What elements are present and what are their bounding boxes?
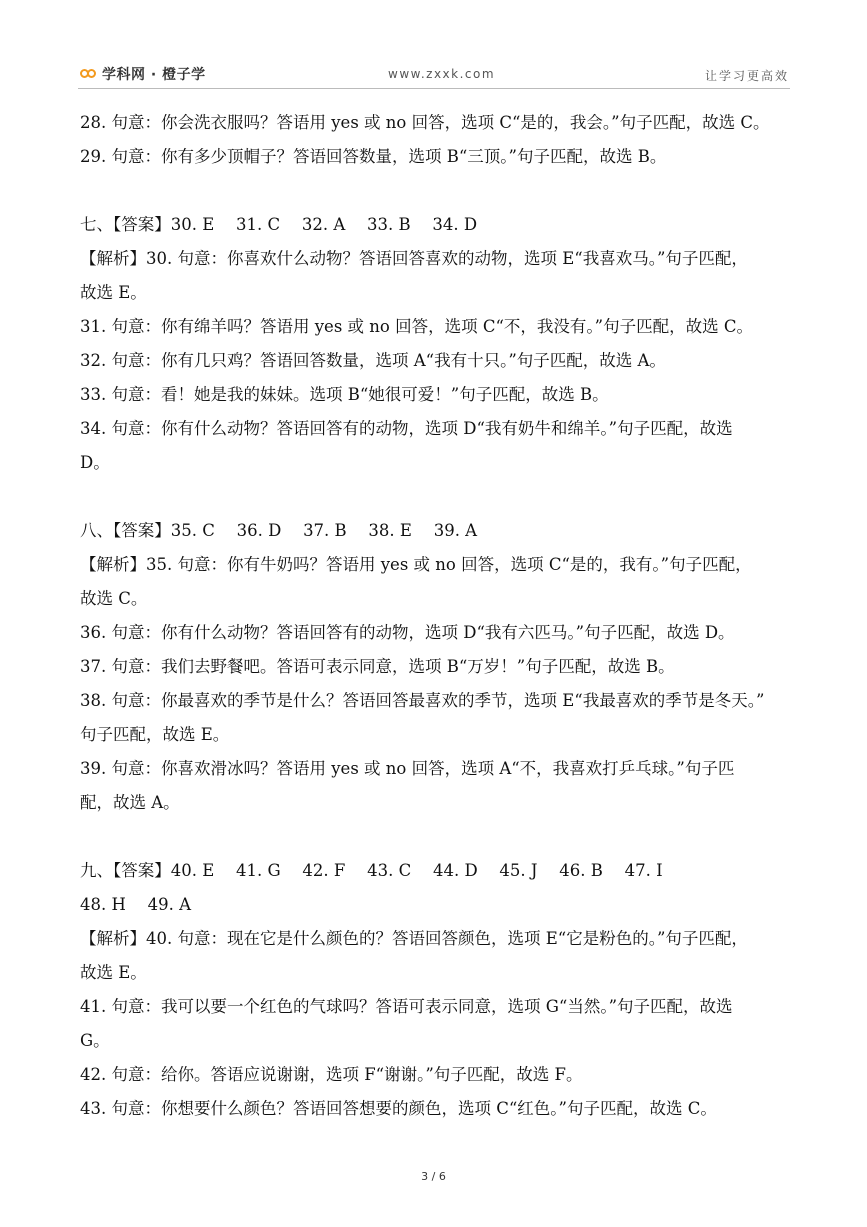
text-line: 42. 句意：给你。答语应说谢谢，选项 F“谢谢。”句子匹配，故选 F。 [80,1065,583,1084]
text-line: D。 [80,453,110,472]
site-slogan: 让学习更高效 [704,69,789,83]
text-line: 37. 句意：我们去野餐吧。答语可表示同意，选项 B“万岁！”句子匹配，故选 B。 [80,657,675,676]
answer-explanation-body [80,106,792,1126]
text-line: 七、【答案】30. E 31. C 32. A 33. B 34. D [80,215,478,234]
text-line: 29. 句意：你有多少顶帽子？答语回答数量，选项 B“三顶。”句子匹配，故选 B。 [80,147,667,166]
text-line: 48. H 49. A [80,895,192,914]
site-url: www.zxxk.com [388,67,496,81]
text-line: 九、【答案】40. E 41. G 42. F 43. C 44. D 45. J 46. B 47. I [80,861,663,880]
text-line: 41. 句意：我可以要一个红色的气球吗？答语可表示同意，选项 G“当然。”句子匹配，故选 [80,997,733,1016]
blank-line [80,820,792,854]
logo-icon [80,67,98,81]
text-line: 38. 句意：你最喜欢的季节是什么？答语回答最喜欢的季节，选项 E“我最喜欢的季节是冬天。” [80,691,765,710]
text-line: 故选 E。 [80,283,147,302]
text-line: 33. 句意：看！她是我的妹妹。选项 B“她很可爱！”句子匹配，故选 B。 [80,385,609,404]
text-line: 句子匹配，故选 E。 [80,725,230,744]
blank-line [80,174,792,208]
text-line: G。 [80,1031,110,1050]
text-line: 故选 C。 [80,589,148,608]
page-number: 3 / 6 [421,1170,446,1183]
logo-text: 学科网 · 橙子学 [102,67,206,83]
text-line: 八、【答案】35. C 36. D 37. B 38. E 39. A [80,521,478,540]
text-line: 34. 句意：你有什么动物？答语回答有的动物，选项 D“我有奶牛和绵羊。”句子匹配，故选 [80,419,733,438]
text-line: 31. 句意：你有绵羊吗？答语用 yes 或 no 回答，选项 C“不，我没有。”句子匹配，故选 C。 [80,317,753,336]
text-line: 【解析】30. 句意：你喜欢什么动物？答语回答喜欢的动物，选项 E“我喜欢马。”句子匹配， [80,249,748,268]
text-line: 【解析】40. 句意：现在它是什么颜色的？答语回答颜色，选项 E“它是粉色的。”句子匹配， [80,929,748,948]
text-line: 故选 E。 [80,963,147,982]
header-divider [78,88,790,89]
text-line: 43. 句意：你想要什么颜色？答语回答想要的颜色，选项 C“红色。”句子匹配，故选 C。 [80,1099,717,1118]
text-line: 【解析】35. 句意：你有牛奶吗？答语用 yes 或 no 回答，选项 C“是的，我有。”句子匹配， [80,555,752,574]
text-line: 39. 句意：你喜欢滑冰吗？答语用 yes 或 no 回答，选项 A“不，我喜欢打乒乓球。”句子匹 [80,759,735,778]
text-line: 32. 句意：你有几只鸡？答语回答数量，选项 A“我有十只。”句子匹配，故选 A。 [80,351,666,370]
text-line: 28. 句意：你会洗衣服吗？答语用 yes 或 no 回答，选项 C“是的，我会。”句子匹配，故选 C。 [80,113,770,132]
blank-line [80,480,792,514]
text-line: 配，故选 A。 [80,793,180,812]
page-header [0,0,867,92]
site-logo [80,64,206,84]
text-line: 36. 句意：你有什么动物？答语回答有的动物，选项 D“我有六匹马。”句子匹配，故选 D。 [80,623,735,642]
